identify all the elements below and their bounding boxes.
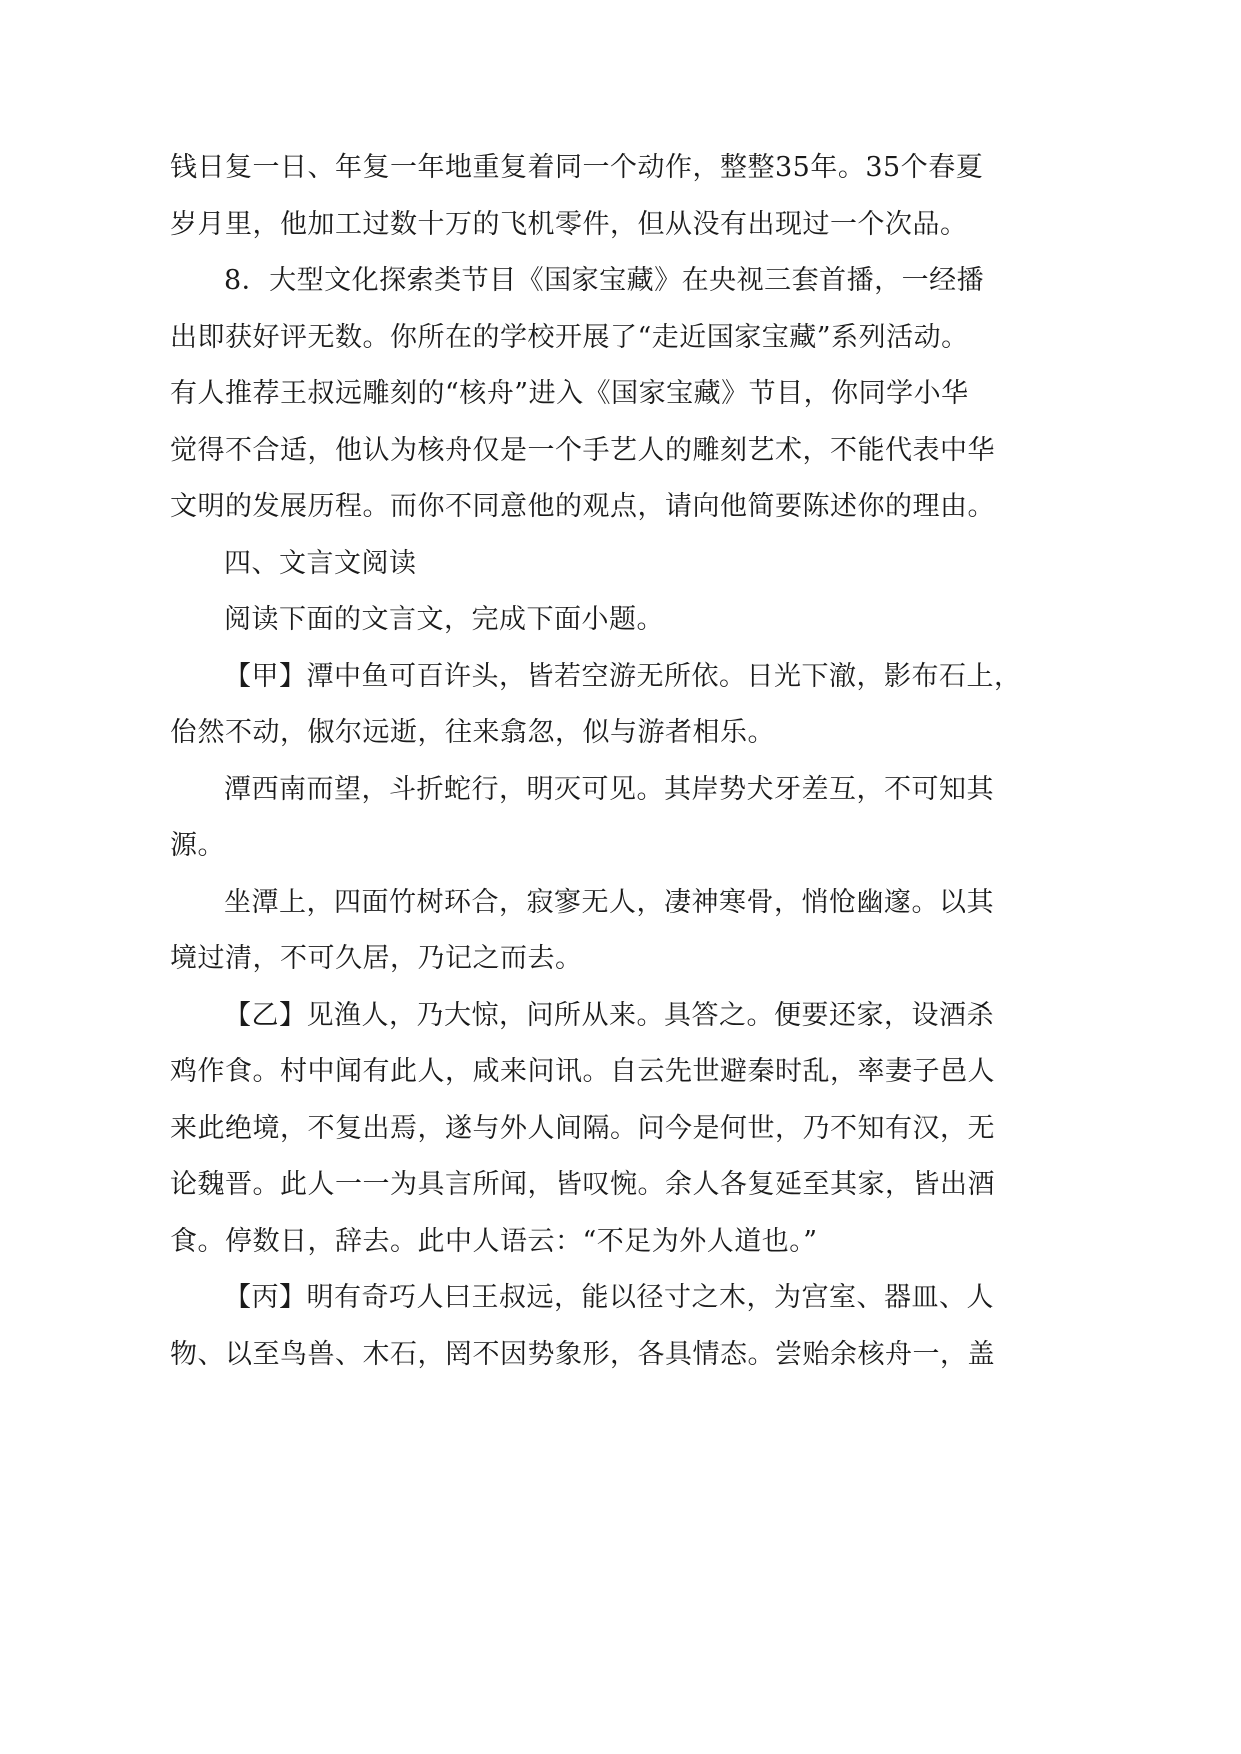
text-line: 8．大型文化探索类节目《国家宝藏》在央视三套首播，一经播 [224, 265, 985, 296]
text-line: 四、文言文阅读 [224, 547, 417, 579]
text-line: 论魏晋。此人一一为具言所闻，皆叹惋。余人各复延至其家，皆出酒 [170, 1169, 995, 1200]
text-line: 有人推荐王叔远雕刻的“核舟”进入《国家宝藏》节目，你同学小华 [170, 378, 969, 409]
document-body [170, 140, 1022, 1383]
text-line: 坐潭上，四面竹树环合，寂寥无人，凄神寒骨，悄怆幽邃。以其 [224, 886, 994, 918]
text-line: 【乙】见渔人，乃大惊，问所从来。具答之。便要还家，设酒杀 [224, 999, 994, 1031]
text-line: 出即获好评无数。你所在的学校开展了“走近国家宝藏”系列活动。 [170, 321, 969, 353]
text-line: 佁然不动，俶尔远逝，往来翕忽，似与游者相乐。 [170, 717, 775, 748]
text-line: 源。 [170, 830, 225, 861]
text-line: 物、以至鸟兽、木石，罔不因势象形，各具情态。尝贻余核舟一，盖 [170, 1338, 995, 1370]
text-line: 觉得不合适，他认为核舟仅是一个手艺人的雕刻艺术，不能代表中华 [170, 434, 995, 466]
text-line: 【丙】明有奇巧人曰王叔远，能以径寸之木，为宫室、器皿、人 [224, 1282, 994, 1313]
text-line: 阅读下面的文言文，完成下面小题。 [224, 604, 664, 635]
text-line: 食。停数日，辞去。此中人语云：“不足为外人道也。” [170, 1225, 818, 1257]
text-line: 鸡作食。村中闻有此人，咸来问讯。自云先世避秦时乱，率妻子邑人 [170, 1056, 995, 1087]
text-line: 潭西南而望，斗折蛇行，明灭可见。其岸势犬牙差互，不可知其 [224, 773, 994, 805]
text-line: 【甲】潭中鱼可百许头，皆若空游无所依。日光下澈，影布石上， [224, 660, 1022, 692]
text-line: 境过清，不可久居，乃记之而去。 [170, 943, 583, 974]
text-line: 来此绝境，不复出焉，遂与外人间隔。问今是何世，乃不知有汉，无 [170, 1112, 995, 1144]
text-line: 文明的发展历程。而你不同意他的观点，请向他简要陈述你的理由。 [170, 491, 995, 522]
text-line: 岁月里，他加工过数十万的飞机零件，但从没有出现过一个次品。 [170, 208, 968, 240]
text-line: 钱日复一日、年复一年地重复着同一个动作，整整35年。35个春夏 [170, 152, 984, 183]
